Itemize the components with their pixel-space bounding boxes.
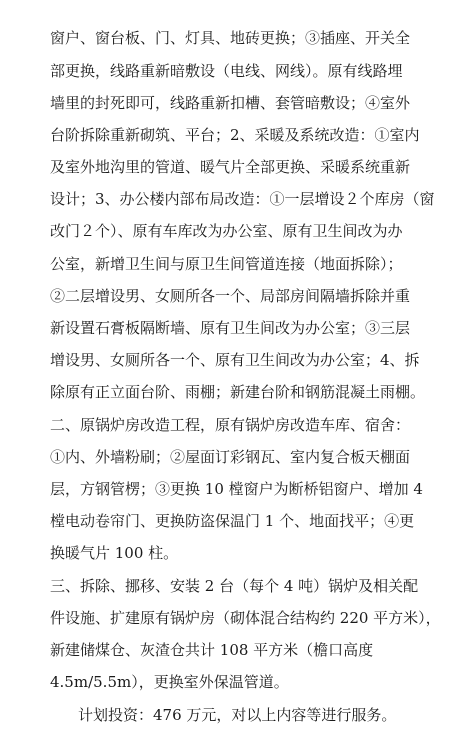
text-line: 新设置石膏板隔断墙、原有卫生间改为办公室；③三层 [50, 319, 411, 337]
text-line: 窗户、窗台板、门、灯具、地砖更换；③插座、开关全 [50, 29, 411, 47]
text-line: 二、原锅炉房改造工程，原有锅炉房改造车库、宿舍： [50, 416, 411, 434]
text-line: 层，方钢管楞；③更换 10 樘窗户为断桥铝窗户、增加 4 [50, 480, 423, 498]
text-line: 改门２个）、原有车库改为办公室、原有卫生间改为办 [50, 222, 403, 240]
text-line: 新建储煤仓、灰渣仓共计 108 平方米（檐口高度 [50, 641, 374, 659]
investment-line: 计划投资：476 万元，对以上内容等进行服务。 [78, 706, 397, 724]
text-line: 台阶拆除重新砌筑、平台；2、采暖及系统改造：①室内 [50, 126, 420, 144]
text-line: 部更换，线路重新暗敷设（电线、网线）。原有线路埋 [50, 62, 403, 80]
text-line: 件设施、扩建原有锅炉房（砌体混合结构约 220 平方米）， [50, 609, 441, 627]
text-line: 樘电动卷帘门、更换防盗保温门 1 个、地面找平；④更 [50, 512, 415, 530]
text-line: 墙里的封死即可，线路重新扣槽、套管暗敷设；④室外 [50, 94, 411, 112]
text-line: 除原有正立面台阶、雨棚；新建台阶和钢筋混凝土雨棚。 [50, 383, 426, 401]
text-line: ①内、外墙粉刷；②屋面订彩钢瓦、室内复合板天棚面 [50, 448, 411, 466]
text-line: 4.5m/5.5m），更换室外保温管道。 [50, 673, 289, 691]
text-line: 设计；3、办公楼内部布局改造：①一层增设２个库房（窗 [50, 190, 435, 208]
text-line: 及室外地沟里的管道、暖气片全部更换、采暖系统重新 [50, 158, 411, 176]
text-line: 公室，新增卫生间与原卫生间管道连接（地面拆除）； [50, 255, 403, 273]
text-line: 换暖气片 100 柱。 [50, 544, 179, 562]
text-line: 增设男、女厕所各一个、原有卫生间改为办公室；4、拆 [50, 351, 420, 369]
text-line: 三、拆除、挪移、安装 2 台（每个 4 吨）锅炉及相关配 [50, 577, 419, 595]
text-line: ②二层增设男、女厕所各一个、局部房间隔墙拆除并重 [50, 287, 411, 305]
